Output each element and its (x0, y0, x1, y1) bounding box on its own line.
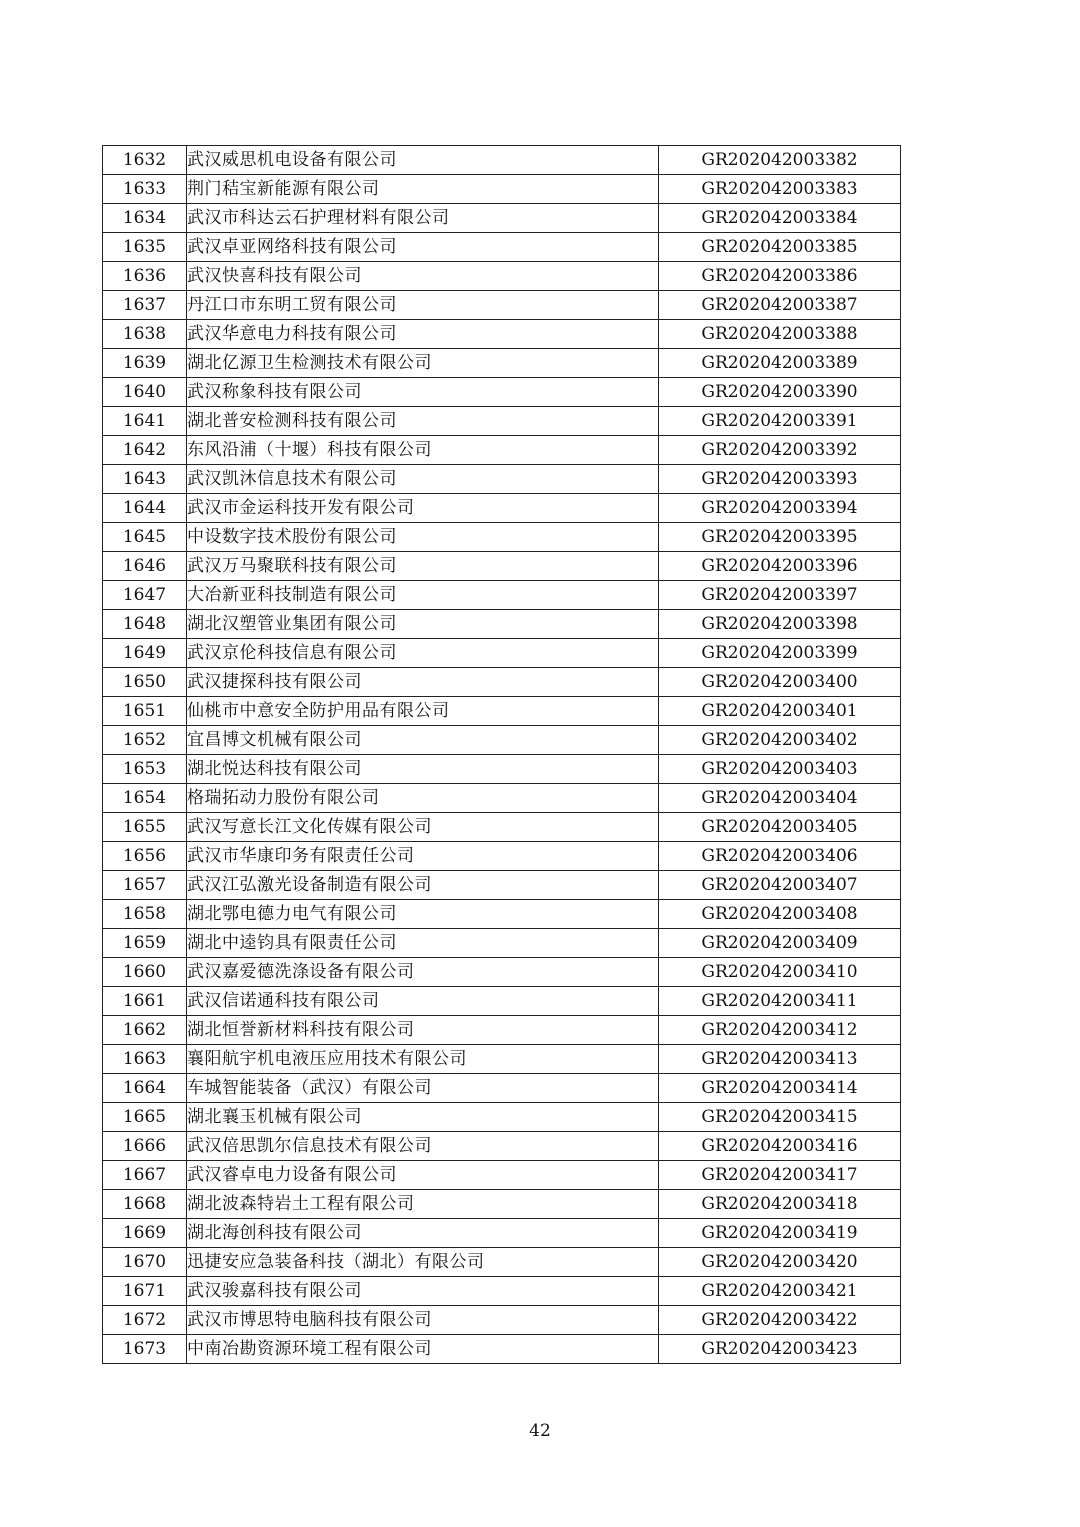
certificate-code-cell: GR202042003394 (659, 494, 901, 523)
certificate-code-cell: GR202042003412 (659, 1016, 901, 1045)
certificate-code-cell: GR202042003411 (659, 987, 901, 1016)
certificate-code-cell: GR202042003421 (659, 1277, 901, 1306)
company-name-cell: 湖北汉塑管业集团有限公司 (187, 610, 659, 639)
certificate-code-cell: GR202042003400 (659, 668, 901, 697)
company-name-cell: 湖北波森特岩土工程有限公司 (187, 1190, 659, 1219)
certificate-code-cell: GR202042003408 (659, 900, 901, 929)
certificate-code-cell: GR202042003387 (659, 291, 901, 320)
row-number-cell: 1665 (103, 1103, 187, 1132)
company-name-cell: 仙桃市中意安全防护用品有限公司 (187, 697, 659, 726)
table-row (103, 494, 901, 523)
table-row (103, 1306, 901, 1335)
certificate-code-cell: GR202042003406 (659, 842, 901, 871)
table-row (103, 726, 901, 755)
company-name-cell: 武汉称象科技有限公司 (187, 378, 659, 407)
table-row (103, 1103, 901, 1132)
company-name-cell: 湖北襄玉机械有限公司 (187, 1103, 659, 1132)
table-row (103, 349, 901, 378)
certificate-table (102, 145, 901, 1364)
certificate-code-cell: GR202042003385 (659, 233, 901, 262)
certificate-code-cell: GR202042003391 (659, 407, 901, 436)
table-row (103, 407, 901, 436)
row-number-cell: 1655 (103, 813, 187, 842)
row-number-cell: 1648 (103, 610, 187, 639)
row-number-cell: 1647 (103, 581, 187, 610)
certificate-code-cell: GR202042003398 (659, 610, 901, 639)
company-name-cell: 湖北鄂电德力电气有限公司 (187, 900, 659, 929)
row-number-cell: 1634 (103, 204, 187, 233)
company-name-cell: 中设数字技术股份有限公司 (187, 523, 659, 552)
company-name-cell: 东风沿浦（十堰）科技有限公司 (187, 436, 659, 465)
company-name-cell: 荆门秸宝新能源有限公司 (187, 175, 659, 204)
table-row (103, 900, 901, 929)
row-number-cell: 1666 (103, 1132, 187, 1161)
company-name-cell: 湖北亿源卫生检测技术有限公司 (187, 349, 659, 378)
table-row (103, 552, 901, 581)
row-number-cell: 1664 (103, 1074, 187, 1103)
row-number-cell: 1650 (103, 668, 187, 697)
table-row (103, 842, 901, 871)
table-row (103, 697, 901, 726)
row-number-cell: 1640 (103, 378, 187, 407)
certificate-code-cell: GR202042003407 (659, 871, 901, 900)
company-name-cell: 武汉睿卓电力设备有限公司 (187, 1161, 659, 1190)
certificate-code-cell: GR202042003419 (659, 1219, 901, 1248)
company-name-cell: 武汉卓亚网络科技有限公司 (187, 233, 659, 262)
row-number-cell: 1636 (103, 262, 187, 291)
table-row (103, 581, 901, 610)
company-name-cell: 大冶新亚科技制造有限公司 (187, 581, 659, 610)
row-number-cell: 1659 (103, 929, 187, 958)
table-row (103, 1277, 901, 1306)
row-number-cell: 1657 (103, 871, 187, 900)
company-name-cell: 武汉倍思凯尔信息技术有限公司 (187, 1132, 659, 1161)
row-number-cell: 1645 (103, 523, 187, 552)
company-name-cell: 襄阳航宇机电液压应用技术有限公司 (187, 1045, 659, 1074)
row-number-cell: 1632 (103, 146, 187, 175)
table-row (103, 958, 901, 987)
certificate-code-cell: GR202042003395 (659, 523, 901, 552)
table-row (103, 204, 901, 233)
certificate-code-cell: GR202042003416 (659, 1132, 901, 1161)
row-number-cell: 1661 (103, 987, 187, 1016)
row-number-cell: 1660 (103, 958, 187, 987)
row-number-cell: 1651 (103, 697, 187, 726)
certificate-code-cell: GR202042003420 (659, 1248, 901, 1277)
certificate-code-cell: GR202042003396 (659, 552, 901, 581)
table-row (103, 755, 901, 784)
row-number-cell: 1642 (103, 436, 187, 465)
row-number-cell: 1633 (103, 175, 187, 204)
table-row (103, 639, 901, 668)
row-number-cell: 1658 (103, 900, 187, 929)
table-row (103, 668, 901, 697)
company-name-cell: 武汉市金运科技开发有限公司 (187, 494, 659, 523)
company-name-cell: 武汉市华康印务有限责任公司 (187, 842, 659, 871)
table-row (103, 929, 901, 958)
row-number-cell: 1667 (103, 1161, 187, 1190)
company-name-cell: 武汉捷探科技有限公司 (187, 668, 659, 697)
table-row (103, 1335, 901, 1364)
company-name-cell: 武汉嘉爱德洗涤设备有限公司 (187, 958, 659, 987)
table-row (103, 1161, 901, 1190)
company-name-cell: 武汉市博思特电脑科技有限公司 (187, 1306, 659, 1335)
certificate-code-cell: GR202042003390 (659, 378, 901, 407)
company-name-cell: 湖北普安检测科技有限公司 (187, 407, 659, 436)
certificate-code-cell: GR202042003401 (659, 697, 901, 726)
certificate-code-cell: GR202042003382 (659, 146, 901, 175)
certificate-code-cell: GR202042003422 (659, 1306, 901, 1335)
certificate-code-cell: GR202042003405 (659, 813, 901, 842)
company-name-cell: 宜昌博文机械有限公司 (187, 726, 659, 755)
table-row (103, 1016, 901, 1045)
table-row (103, 378, 901, 407)
company-name-cell: 武汉市科达云石护理材料有限公司 (187, 204, 659, 233)
certificate-code-cell: GR202042003410 (659, 958, 901, 987)
company-name-cell: 武汉信诺通科技有限公司 (187, 987, 659, 1016)
certificate-code-cell: GR202042003399 (659, 639, 901, 668)
certificate-code-cell: GR202042003393 (659, 465, 901, 494)
table-row (103, 1248, 901, 1277)
certificate-code-cell: GR202042003389 (659, 349, 901, 378)
row-number-cell: 1671 (103, 1277, 187, 1306)
table-row (103, 1045, 901, 1074)
table-body (103, 146, 901, 1364)
company-name-cell: 武汉京伦科技信息有限公司 (187, 639, 659, 668)
row-number-cell: 1644 (103, 494, 187, 523)
certificate-code-cell: GR202042003404 (659, 784, 901, 813)
table-row (103, 1074, 901, 1103)
certificate-code-cell: GR202042003417 (659, 1161, 901, 1190)
row-number-cell: 1649 (103, 639, 187, 668)
company-name-cell: 武汉华意电力科技有限公司 (187, 320, 659, 349)
table-row (103, 813, 901, 842)
table-row (103, 610, 901, 639)
certificate-code-cell: GR202042003402 (659, 726, 901, 755)
row-number-cell: 1652 (103, 726, 187, 755)
certificate-code-cell: GR202042003397 (659, 581, 901, 610)
table-row (103, 175, 901, 204)
row-number-cell: 1639 (103, 349, 187, 378)
row-number-cell: 1673 (103, 1335, 187, 1364)
table-row (103, 262, 901, 291)
certificate-code-cell: GR202042003383 (659, 175, 901, 204)
company-name-cell: 格瑞拓动力股份有限公司 (187, 784, 659, 813)
certificate-code-cell: GR202042003423 (659, 1335, 901, 1364)
certificate-code-cell: GR202042003415 (659, 1103, 901, 1132)
company-name-cell: 武汉快喜科技有限公司 (187, 262, 659, 291)
row-number-cell: 1672 (103, 1306, 187, 1335)
table-row (103, 1190, 901, 1219)
certificate-code-cell: GR202042003388 (659, 320, 901, 349)
company-name-cell: 武汉骏嘉科技有限公司 (187, 1277, 659, 1306)
table-row (103, 436, 901, 465)
company-name-cell: 中南冶勘资源环境工程有限公司 (187, 1335, 659, 1364)
certificate-code-cell: GR202042003384 (659, 204, 901, 233)
certificate-code-cell: GR202042003413 (659, 1045, 901, 1074)
row-number-cell: 1635 (103, 233, 187, 262)
certificate-code-cell: GR202042003386 (659, 262, 901, 291)
table-row (103, 146, 901, 175)
company-name-cell: 武汉万马聚联科技有限公司 (187, 552, 659, 581)
row-number-cell: 1656 (103, 842, 187, 871)
table-row (103, 871, 901, 900)
company-name-cell: 湖北海创科技有限公司 (187, 1219, 659, 1248)
company-name-cell: 武汉写意长江文化传媒有限公司 (187, 813, 659, 842)
row-number-cell: 1641 (103, 407, 187, 436)
table-row (103, 1132, 901, 1161)
table-row (103, 523, 901, 552)
company-name-cell: 车城智能装备（武汉）有限公司 (187, 1074, 659, 1103)
row-number-cell: 1663 (103, 1045, 187, 1074)
row-number-cell: 1670 (103, 1248, 187, 1277)
row-number-cell: 1637 (103, 291, 187, 320)
row-number-cell: 1653 (103, 755, 187, 784)
row-number-cell: 1669 (103, 1219, 187, 1248)
certificate-code-cell: GR202042003409 (659, 929, 901, 958)
row-number-cell: 1654 (103, 784, 187, 813)
company-name-cell: 迅捷安应急装备科技（湖北）有限公司 (187, 1248, 659, 1277)
row-number-cell: 1668 (103, 1190, 187, 1219)
company-name-cell: 湖北中逵钧具有限责任公司 (187, 929, 659, 958)
row-number-cell: 1646 (103, 552, 187, 581)
company-name-cell: 武汉凯沐信息技术有限公司 (187, 465, 659, 494)
table-row (103, 987, 901, 1016)
table-row (103, 1219, 901, 1248)
page-number: 42 (529, 1421, 551, 1441)
table-row (103, 291, 901, 320)
table-row (103, 784, 901, 813)
company-name-cell: 丹江口市东明工贸有限公司 (187, 291, 659, 320)
company-name-cell: 武汉江弘激光设备制造有限公司 (187, 871, 659, 900)
row-number-cell: 1643 (103, 465, 187, 494)
row-number-cell: 1662 (103, 1016, 187, 1045)
table-row (103, 320, 901, 349)
table-row (103, 465, 901, 494)
table-row (103, 233, 901, 262)
company-name-cell: 湖北恒誉新材料科技有限公司 (187, 1016, 659, 1045)
company-name-cell: 武汉威思机电设备有限公司 (187, 146, 659, 175)
company-name-cell: 湖北悦达科技有限公司 (187, 755, 659, 784)
row-number-cell: 1638 (103, 320, 187, 349)
certificate-code-cell: GR202042003418 (659, 1190, 901, 1219)
certificate-code-cell: GR202042003392 (659, 436, 901, 465)
certificate-code-cell: GR202042003403 (659, 755, 901, 784)
certificate-code-cell: GR202042003414 (659, 1074, 901, 1103)
